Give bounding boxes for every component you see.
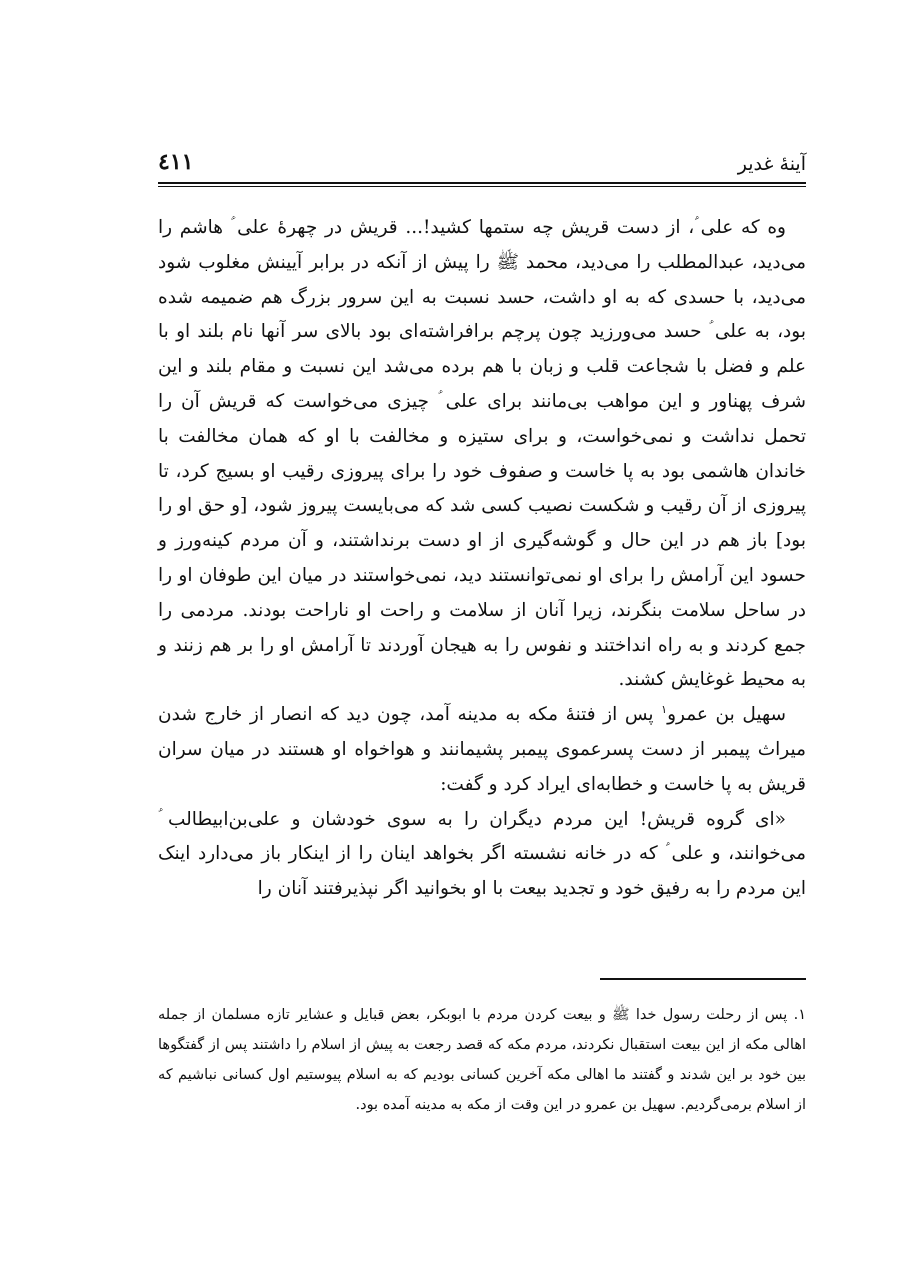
paragraph: وه كه علی ؑ، از دست قريش چه ستمها كشيد!... قريش در چهرهٔ علی ؑ هاشم را می‌ديد، عبدالمطلب را می‌ديد، محمد ﷺ را پيش از آنكه در برابر آيينش مغلوب شود می‌ديد، با حسدی كه به او داشت، حسد نسبت به اين سرور بزرگ هم ضميمه شده بود، به علی ؑ حسد می‌ورزيد چون پرچم برافراشته‌ای بود بالای سر آنها نام بلند او با علم و فضل با شجاعت قلب و زبان با هم برده می‌شد اين نسبت و مقام بلند و اين شرف پهناور و اين مواهب بی‌مانند برای علی ؑ چيزی می‌خواست كه قريش آن را تحمل نداشت و نمی‌خواست، و برای ستيزه و مخالفت با او كه همان مخالفت با خاندان هاشمی بود به پا خاست و صفوف خود را برای پيروزی رقيب او بسيج كرد، تا پيروزی از آن رقيب و شكست نصيب كسی شد كه می‌بايست پيروز شود، [و حق او را بود] باز هم در اين حال و گوشه‌گيری از او دست برنداشتند، و آن مردم كينه‌ورز و حسود اين آرامش را برای او نمی‌توانستند ديد، نمی‌خواستند در ميان اين طوفان او را در ساحل سلامت بنگرند، زيرا آنان از سلامت و راحت او ناراحت بودند. مردمی را جمع كردند و به راه انداختند و نفوس را به هيجان آوردند تا آرامش او را بر هم زنند و به محيط غوغايش كشند.: [158, 217, 806, 691]
paragraph-text: پس از فتنهٔ مكه به مدينه آمد، چون ديد كه انصار از خارج شدن ميراث پيمبر از دست پسرعموی پيمبر پشيمانند و هواخواه او هستند در ميان سران قريش به پا خاست و خطابه‌ای ايراد كرد و گفت:: [158, 704, 806, 795]
header-rule-thin: [158, 186, 806, 187]
page-header: [158, 146, 806, 180]
footnotes: [158, 1000, 806, 1120]
running-title: آينهٔ غدير: [737, 153, 806, 175]
header-rule-thick: [158, 182, 806, 184]
page-number: ٤١١: [158, 149, 194, 175]
main-text: [158, 211, 806, 907]
footnote-marker[interactable]: ١: [661, 703, 668, 716]
footnote: ١. پس از رحلت رسول خدا ﷺ و بيعت كردن مردم با ابوبكر، بعض قبايل و عشاير تازه مسلمان از جمله اهالی مكه از اين بيعت استقبال نكردند، مردم مكه كه قصد رجعت به پيش از اسلام را داشتند پس از گفتگوها بين خود بر اين شدند و گفتند ما اهالی مكه آخرين كسانی بوديم كه به اسلام پيوستيم اول كسانی نباشيم كه از اسلام برمی‌گرديم. سهيل بن عمرو در اين وقت از مكه به مدينه آمده بود.: [158, 1007, 806, 1113]
paragraph: «ای گروه قريش! اين مردم ديگران را به سوی خودشان و علی‌بن‌ابيطالب ؑ می‌خوانند، و علی ؑ كه در خانه نشسته اگر بخواهد اينان را از اينكار باز می‌دارد اينک اين مردم را به رفيق خود و تجديد بيعت با او بخوانيد اگر نپذيرفتند آنان را: [158, 808, 806, 900]
paragraph: [158, 698, 806, 802]
footnote-separator: [600, 978, 806, 980]
paragraph-text: سهيل بن عمرو: [667, 704, 786, 726]
